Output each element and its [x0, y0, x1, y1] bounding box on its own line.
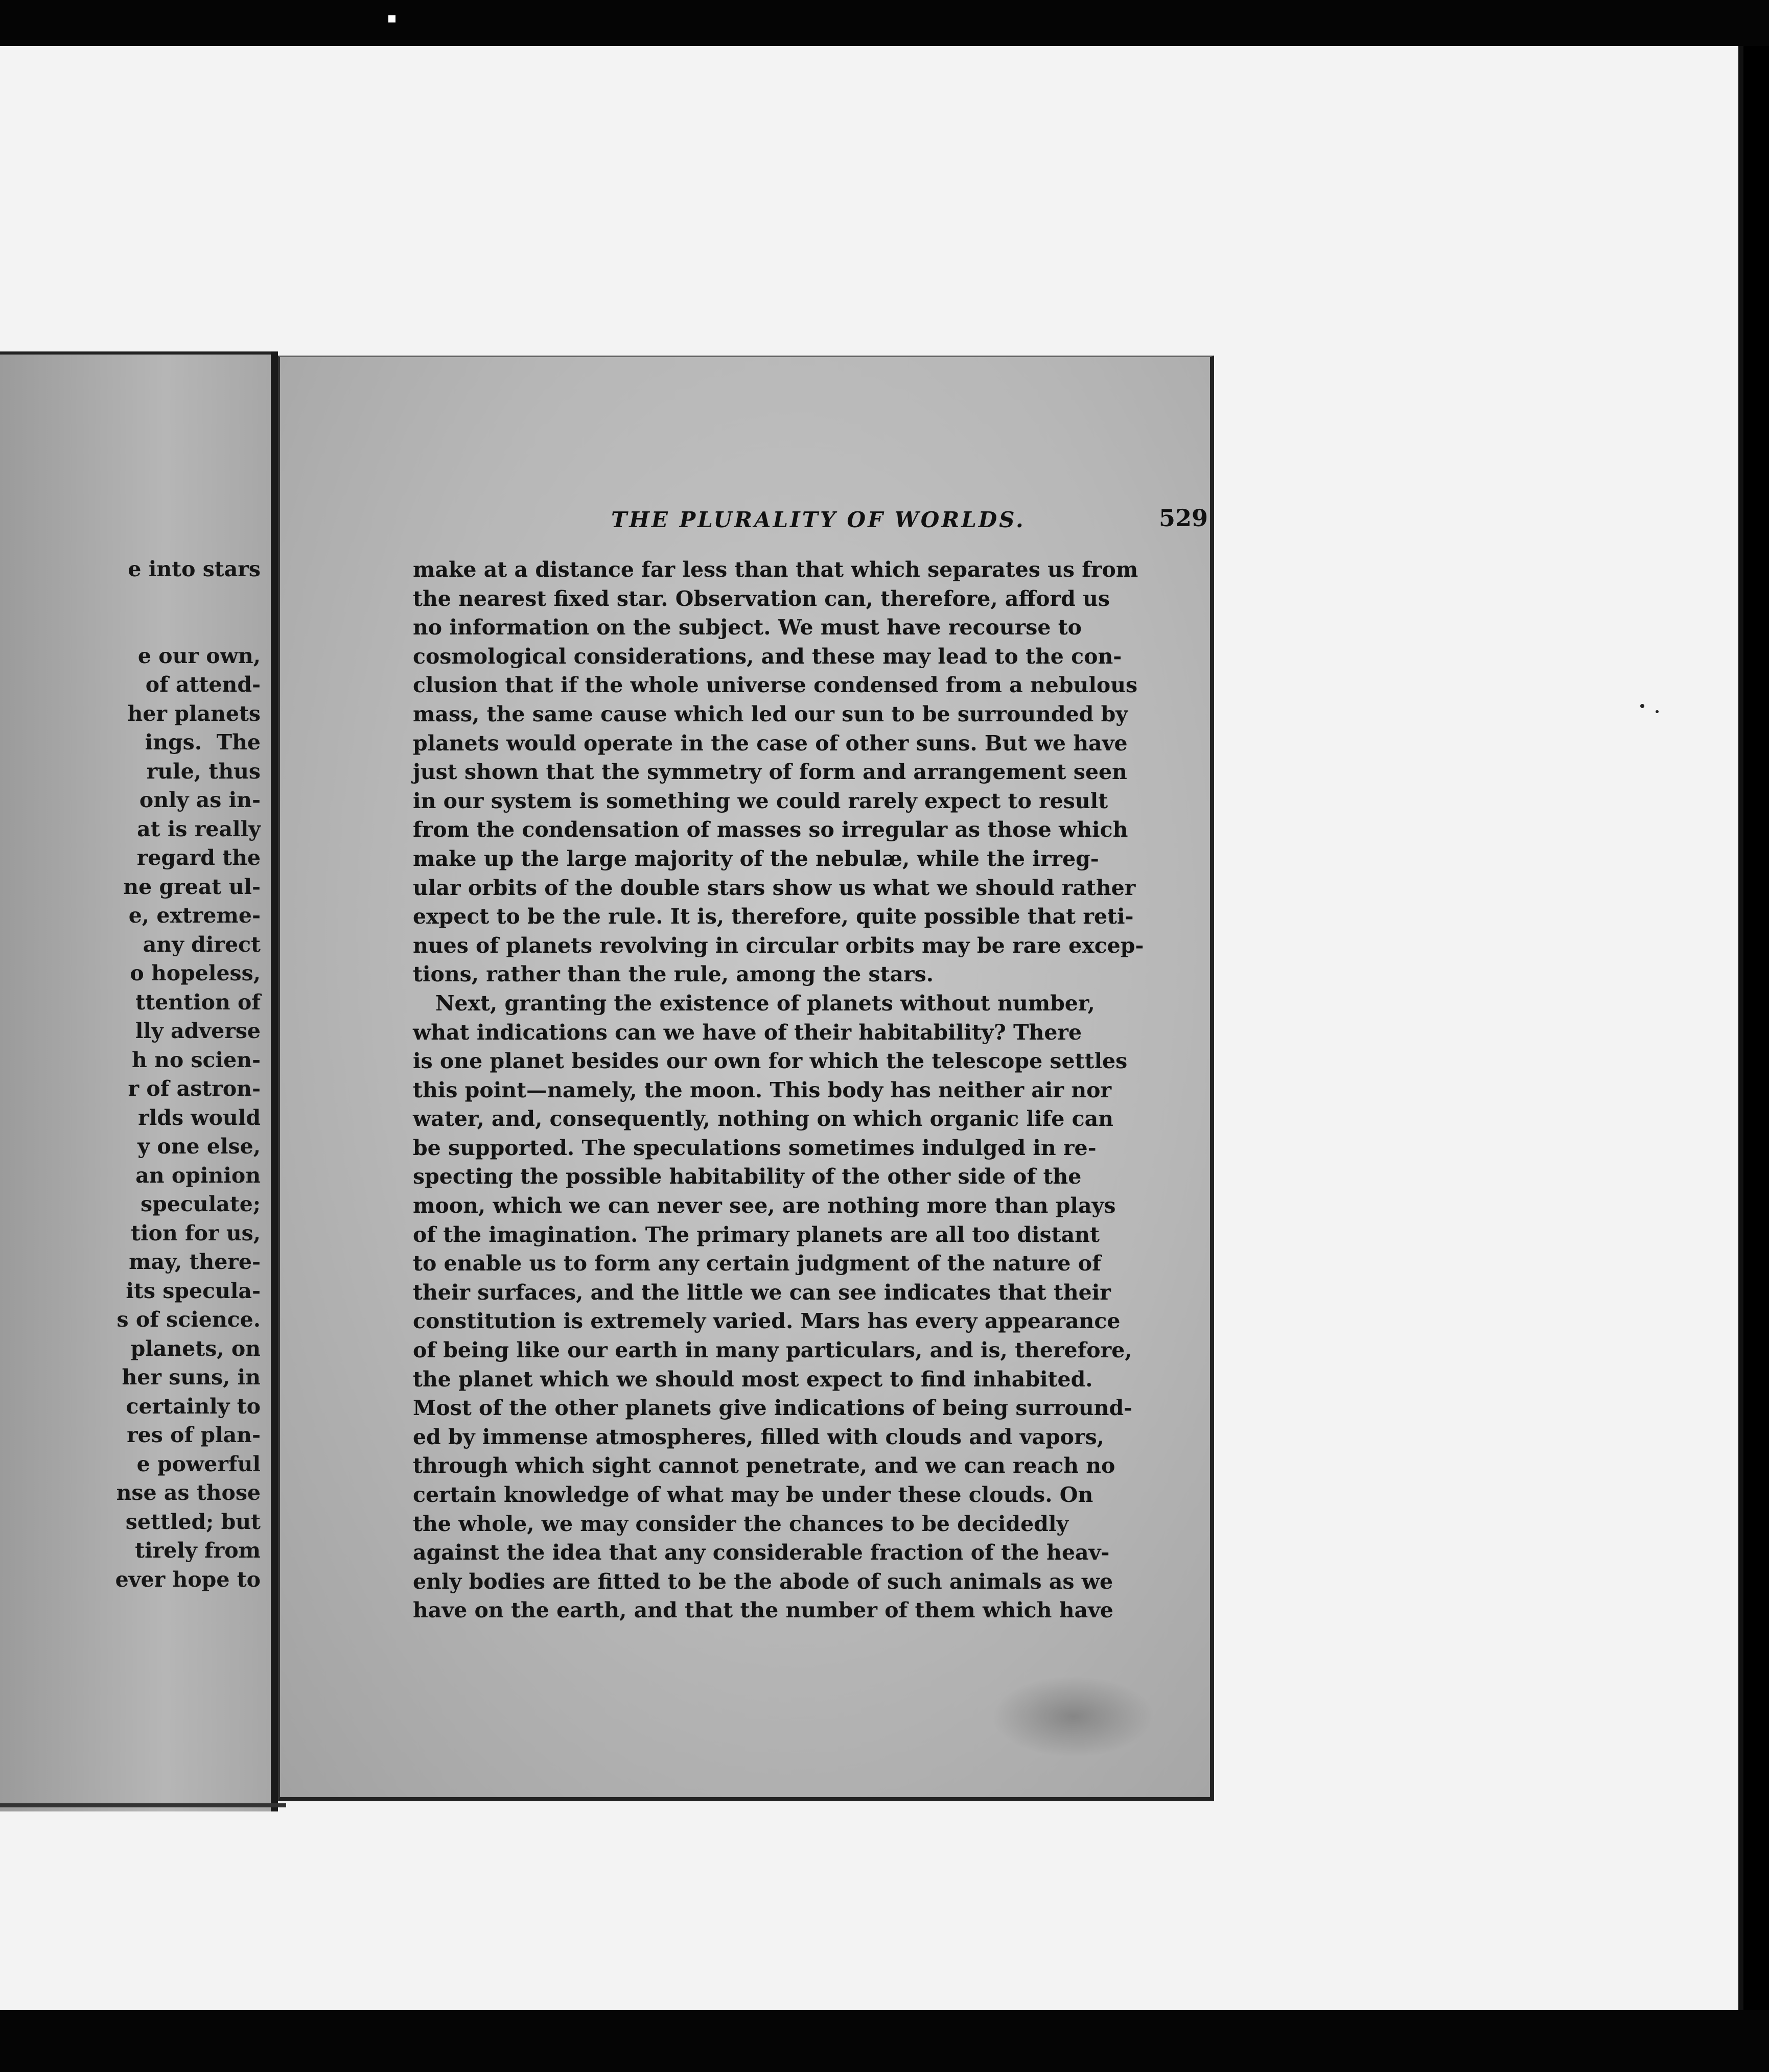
left-page-line: tirely from	[135, 1538, 261, 1563]
body-line: no information on the subject. We must have recourse to	[413, 615, 1082, 640]
body-line: have on the earth, and that the number of them which have	[413, 1598, 1113, 1623]
left-page-line: its specula-	[126, 1278, 261, 1303]
left-page-line: lly adverse	[135, 1019, 261, 1043]
left-page-line: at is really	[137, 816, 261, 841]
body-line: of being like our earth in many particulars, and is, therefore,	[413, 1338, 1132, 1363]
body-line: constitution is extremely varied. Mars has every appearance	[413, 1309, 1121, 1334]
left-page-line: any direct	[143, 932, 261, 957]
body-line: of the imagination. The primary planets are all too distant	[413, 1222, 1100, 1247]
body-line: water, and, consequently, nothing on which organic life can	[413, 1106, 1113, 1132]
left-page-line: e into stars	[128, 557, 261, 581]
body-line: make up the large majority of the nebulæ, while the irreg-	[413, 846, 1099, 871]
left-page-line: her suns, in	[122, 1365, 261, 1390]
left-page-line: only as in-	[139, 788, 261, 812]
body-text	[413, 555, 1144, 1625]
left-page-line: an opinion	[135, 1163, 261, 1188]
body-line: just shown that the symmetry of form and arrangement seen	[413, 760, 1127, 785]
left-page-line: e, extreme-	[128, 903, 261, 928]
body-line: in our system is something we could rarely expect to result	[413, 788, 1108, 813]
body-line: specting the possible habitability of the other side of the	[413, 1164, 1082, 1189]
dust-speck	[1656, 710, 1659, 713]
body-line: cosmological considerations, and these may lead to the con-	[413, 644, 1122, 669]
body-line: what indications can we have of their habitability? There	[413, 1020, 1082, 1045]
body-line: against the idea that any considerable fraction of the heav-	[413, 1540, 1110, 1565]
body-line: is one planet besides our own for which the telescope settles	[413, 1049, 1128, 1074]
body-line: Next, granting the existence of planets without number,	[435, 991, 1095, 1016]
left-page-line: rlds would	[138, 1105, 261, 1130]
left-page-line	[115, 613, 261, 642]
body-line: their surfaces, and the little we can see indicates that their	[413, 1280, 1111, 1305]
body-line: the whole, we may consider the chances to be decidedly	[413, 1511, 1069, 1536]
body-line: planets would operate in the case of other suns. But we have	[413, 731, 1128, 756]
body-line: enly bodies are fitted to be the abode of such animals as we	[413, 1569, 1113, 1594]
body-line: tions, rather than the rule, among the stars.	[413, 962, 934, 987]
body-line: Most of the other planets give indications of being surround-	[413, 1396, 1133, 1421]
left-page-line: res of plan-	[127, 1423, 261, 1447]
left-page-line: r of astron-	[128, 1076, 261, 1101]
left-page-line: of attend-	[145, 672, 261, 697]
left-page-line: nse as those	[116, 1480, 261, 1505]
right-page	[278, 356, 1214, 1801]
body-line: ular orbits of the double stars show us what we should rather	[413, 875, 1136, 900]
film-mark	[388, 15, 395, 22]
left-page-line: y one else,	[137, 1134, 261, 1159]
page-number: 529	[1158, 504, 1208, 532]
body-line: through which sight cannot penetrate, and we can reach no	[413, 1453, 1115, 1478]
left-page-line: her planets	[127, 701, 261, 726]
left-page-line: settled; but	[125, 1509, 261, 1534]
left-page-line: regard the	[136, 845, 261, 870]
body-line: clusion that if the whole universe condensed from a nebulous	[413, 673, 1138, 698]
left-page-line: planets, on	[130, 1336, 261, 1361]
running-head-title: THE PLURALITY OF WORLDS.	[611, 507, 1026, 532]
film-border-top	[0, 0, 1769, 46]
book-gutter	[271, 351, 278, 1811]
left-page-line: h no scien-	[131, 1047, 261, 1072]
left-page	[0, 351, 276, 1811]
left-page-line: ne great ul-	[123, 874, 261, 899]
left-page-line: certainly to	[126, 1394, 261, 1419]
left-page-text	[115, 555, 261, 1594]
left-page-line: tion for us,	[131, 1220, 261, 1245]
scan-sheet	[0, 46, 1743, 2010]
body-line: be supported. The speculations sometimes indulged in re-	[413, 1135, 1097, 1160]
body-line: the nearest fixed star. Observation can, therefore, afford us	[413, 586, 1110, 611]
body-line: expect to be the rule. It is, therefore, quite possible that reti-	[413, 904, 1134, 929]
body-line: nues of planets revolving in circular orbits may be rare excep-	[413, 933, 1144, 958]
left-page-line: ever hope to	[115, 1567, 261, 1592]
body-line: certain knowledge of what may be under these clouds. On	[413, 1482, 1093, 1507]
body-line: mass, the same cause which led our sun to be surrounded by	[413, 701, 1128, 726]
left-page-line: e our own,	[137, 643, 261, 668]
body-line: ed by immense atmospheres, filled with clouds and vapors,	[413, 1424, 1104, 1449]
left-page-line: ings. The	[145, 730, 261, 755]
left-page-line	[115, 584, 261, 613]
body-line: moon, which we can never see, are nothing more than plays	[413, 1193, 1116, 1218]
dust-speck	[1640, 704, 1644, 708]
body-line: the planet which we should most expect to find inhabited.	[413, 1367, 1093, 1392]
left-page-line: e powerful	[136, 1451, 261, 1476]
page-edge-line	[0, 1803, 286, 1807]
body-line: make at a distance far less than that which separates us from	[413, 557, 1138, 582]
body-line: this point—namely, the moon. This body has neither air nor	[413, 1077, 1112, 1102]
page-smudge	[991, 1676, 1155, 1757]
film-border-bottom	[0, 2010, 1769, 2072]
left-page-line: may, there-	[129, 1250, 261, 1274]
left-page-line: rule, thus	[146, 759, 261, 784]
left-page-line: speculate;	[141, 1192, 261, 1216]
body-line: to enable us to form any certain judgment of the nature of	[413, 1251, 1101, 1276]
left-page-line: o hopeless,	[130, 961, 261, 985]
left-page-line: s of science.	[117, 1307, 261, 1332]
body-line: from the condensation of masses so irregular as those which	[413, 817, 1128, 842]
left-page-line: ttention of	[135, 990, 261, 1015]
